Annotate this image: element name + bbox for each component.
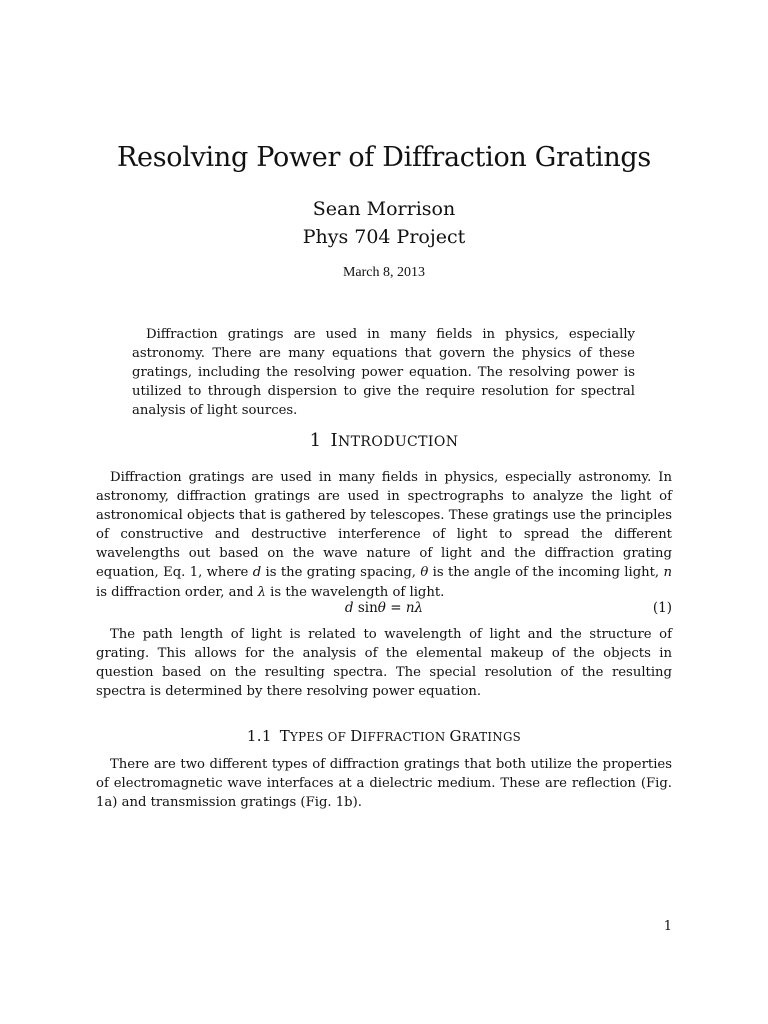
intro-text-b: is the grating spacing, [261,565,421,581]
section-title-initial: I [330,430,339,451]
eq-d: d [344,600,354,616]
equation-number: (1) [652,600,672,616]
types-paragraph: There are two different types of diffraction gratings that both utilize the properties of electromagnetic wave interfaces at a dielectric medium. These are reflection (Fig. 1a) and transmission gratings (Fig. 1b). [96,757,672,811]
eq-theta: θ [377,600,386,616]
subsection-number: 1.1 [246,727,272,745]
section-heading-introduction [0,429,768,454]
subsection-title-part: T [279,727,290,745]
eq-equals: = [385,600,406,616]
symbol-lambda: λ [257,584,266,600]
page-number: 1 [663,919,672,934]
subsection-title-part: G [449,727,462,745]
author-name: Sean Morrison [312,198,456,220]
subsection-heading-types [0,725,768,748]
paper-date: March 8, 2013 [342,265,426,280]
symbol-theta: θ [420,565,429,581]
symbol-d: d [252,565,262,581]
subsection-title-part: RATINGS [461,730,522,744]
intro-text-a: Diffraction gratings are used in many fields in physics, especially astronomy. In astronomy, diffraction gratings are used in spectrographs to analyze the light of astronomical objects that is gathered by telescopes. These gratings use the principles of constructive and destructive interference of light to spread the different wavelengths out based on the wave nature of light and the diffraction grating equation, Eq. 1, where [96,470,672,581]
intro-paragraph-2: The path length of light is related to wavelength of light and the structure of grating. This allows for the analysis of the elemental makeup of the objects in question based on the resulting spectra. The special resolution of the resulting spectra is determined by there resolving power equation. [96,627,672,700]
symbol-n: n [663,565,672,581]
grating-equation [96,598,672,618]
intro-text-e: is the wavelength of light. [265,584,445,600]
subsection-title-part: D [350,727,363,745]
equation-body [96,598,672,618]
eq-sin: sin [353,600,378,616]
project-affiliation: Phys 704 Project [302,226,466,248]
intro-paragraph-1 [96,468,672,602]
abstract: Diffraction gratings are used in many fields in physics, especially astronomy. There are many equations that govern the physics of these gratings, including the resolving power equation. The resolving power is utilized to through dispersion to give the require resolution for spectral analysis of light sources. [132,327,635,419]
eq-rhs: nλ [405,600,424,616]
intro-text-c: is the angle of the incoming light, [428,565,664,581]
paper-title: Resolving Power of Diffraction Gratings [117,142,651,173]
subsection-title-part: YPES OF [290,730,351,744]
section-title-rest: NTRODUCTION [338,434,459,450]
subsection-title-part: IFFRACTION [362,730,450,744]
section-number: 1 [309,430,322,451]
intro-text-d: is diffraction order, and [96,584,258,600]
